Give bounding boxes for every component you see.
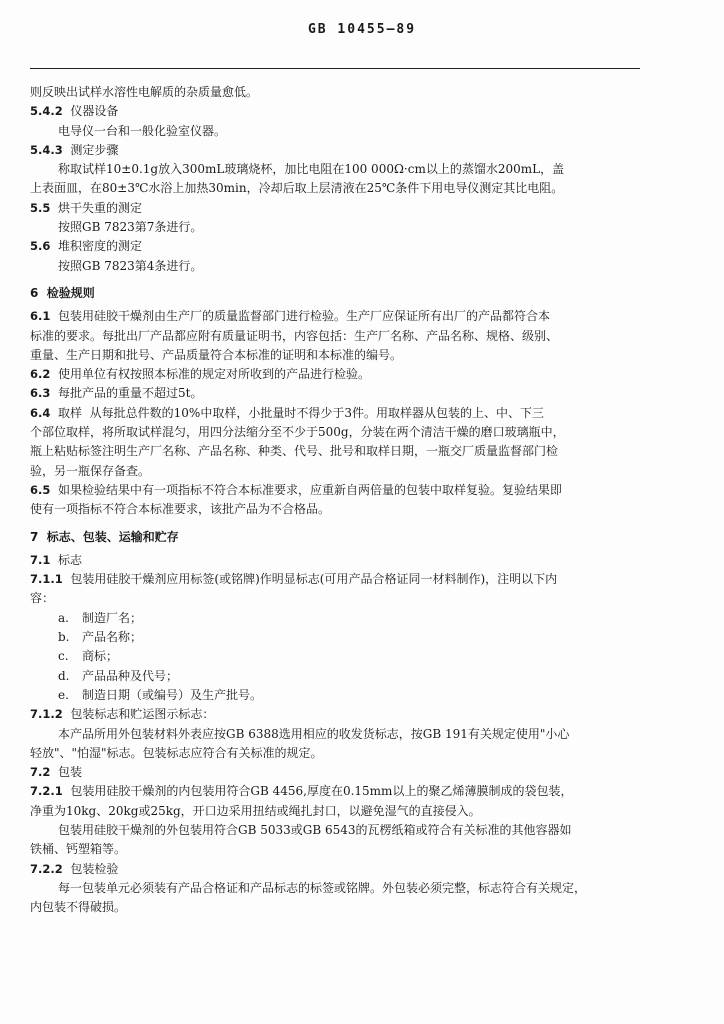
list-item-letter: e. (58, 687, 69, 702)
clause-number: 6.1 (30, 309, 51, 324)
section-number: 7 (30, 529, 39, 544)
clause-5-4-3-body-line: 上表面皿，在80±3℃水浴上加热30min，冷却后取上层清液在25℃条件下用电导仪测定其比电阻。 (30, 181, 564, 196)
clause-7-2-heading (30, 763, 642, 782)
list-item-letter: b. (58, 630, 70, 645)
list-item (30, 609, 642, 628)
clause-title: 仪器设备 (70, 104, 119, 119)
clause-7-2-1-line: 净重为10kg、20kg或25kg，开口边采用扭结或绳扎封口，以避免湿气的直接侵入。 (30, 803, 481, 818)
header-rule (30, 68, 640, 69)
clause-title: 包装标志和贮运图示标志： (70, 707, 215, 722)
section-title: 标志、包装、运输和贮存 (46, 529, 179, 544)
standard-code-header: GB 10455—89 (307, 22, 417, 37)
clause-number: 6.3 (30, 386, 51, 401)
clause-7-1-heading (30, 551, 642, 570)
spacer (30, 520, 642, 528)
clause-5-5-body: 按照GB 7823第7条进行。 (58, 220, 203, 235)
clause-number: 7.1 (30, 552, 51, 567)
clause-7-2-1-line: 包装用硅胶干燥剂的外包装用符合GB 5033或GB 6543的瓦楞纸箱或符合有关标准的其他容器如 (58, 822, 572, 837)
list-item-text: 制造日期（或编号）及生产批号。 (82, 687, 263, 702)
clause-6-1-line (30, 307, 642, 326)
clause-text: 每批产品的重量不超过5t。 (58, 386, 203, 401)
clause-6-2-line (30, 365, 642, 384)
clause-title: 包装检验 (70, 861, 119, 876)
list-item-letter: d. (58, 668, 70, 683)
section-title: 检验规则 (46, 285, 95, 300)
list-item-letter: c. (58, 649, 69, 664)
clause-5-4-2-heading (30, 102, 642, 121)
list-item-text: 制造厂名； (82, 610, 143, 625)
list-item-text: 产品品种及代号； (82, 668, 179, 683)
clause-number: 5.6 (30, 239, 51, 254)
clause-7-1-1-line: 容： (30, 591, 55, 606)
section-7-heading (30, 528, 642, 547)
list-item (30, 628, 642, 647)
list-item-letter: a. (58, 610, 69, 625)
clause-7-2-1-line (30, 782, 642, 801)
clause-6-3-line (30, 384, 642, 403)
clause-7-2-2-heading (30, 860, 642, 879)
clause-7-1-2-heading (30, 705, 642, 724)
clause-5-4-3-body-line: 称取试样10±0.1g放入300mL玻璃烧杯，加比电阻在100 000Ω·cm以上的蒸馏水200mL，盖 (58, 162, 565, 177)
clause-6-4-line: 验，另一瓶保存备查。 (30, 463, 151, 478)
clause-title: 标志 (58, 552, 83, 567)
clause-6-5-line (30, 481, 642, 500)
spacer (30, 276, 642, 284)
clause-7-2-2-line: 内包装不得破损。 (30, 900, 127, 915)
list-item (30, 667, 642, 686)
clause-6-4-line: 瓶上粘贴标签注明生产厂名称、产品名称、种类、代号、批号和取样日期，一瓶交厂质量监督部门检 (30, 444, 559, 459)
clause-5-4-2-body: 电导仪一台和一般化验室仪器。 (58, 123, 227, 138)
list-item (30, 686, 642, 705)
clause-7-2-1-line: 铁桶、钙塑箱等。 (30, 842, 127, 857)
clause-number: 5.4.2 (30, 104, 63, 119)
clause-text: 包装用硅胶干燥剂应用标签(或铭牌)作明显标志(可用产品合格证同一材料制作)，注明以下内 (70, 572, 558, 587)
clause-number: 6.4 (30, 405, 51, 420)
section-number: 6 (30, 285, 39, 300)
clause-5-4-3-heading (30, 141, 642, 160)
list-item-text: 商标； (82, 649, 119, 664)
clause-5-6-heading (30, 237, 642, 256)
section-6-heading (30, 284, 642, 303)
clause-title: 烘干失重的测定 (58, 200, 143, 215)
list-item-text: 产品名称； (82, 630, 143, 645)
clause-text: 包装用硅胶干燥剂的内包装用符合GB 4456,厚度在0.15mm以上的聚乙烯薄膜制成的袋包装， (70, 784, 573, 799)
clause-number: 7.1.2 (30, 707, 63, 722)
clause-number: 7.1.1 (30, 572, 63, 587)
clause-6-4-line (30, 404, 642, 423)
paragraph-continuation: 则反映出试样水溶性电解质的杂质量愈低。 (30, 85, 259, 99)
clause-6-1-line: 重量、生产日期和批号、产品质量符合本标准的证明和本标准的编号。 (30, 347, 403, 362)
clause-title: 堆积密度的测定 (58, 239, 143, 254)
clause-5-6-body: 按照GB 7823第4条进行。 (58, 258, 203, 273)
clause-6-4-line: 个部位取样，将所取试样混匀，用四分法缩分至不少于500g，分装在两个清洁干燥的磨口玻璃瓶中， (30, 425, 565, 440)
clause-title: 测定步骤 (70, 142, 119, 157)
clause-6-5-line: 使有一项指标不符合本标准要求，该批产品为不合格品。 (30, 502, 331, 517)
clause-6-1-line: 标准的要求。每批出厂产品都应附有质量证明书，内容包括：生产厂名称、产品名称、规格、级别、 (30, 328, 559, 343)
clause-7-2-2-line: 每一包装单元必须装有产品合格证和产品标志的标签或铭牌。外包装必须完整，标志符合有关规定， (58, 880, 587, 895)
clause-number: 6.2 (30, 367, 51, 382)
list-item (30, 647, 642, 666)
clause-7-1-1-line (30, 570, 642, 589)
clause-number: 7.2.2 (30, 861, 63, 876)
clause-number: 7.2 (30, 765, 51, 780)
clause-number: 5.4.3 (30, 142, 63, 157)
clause-text: 包装用硅胶干燥剂由生产厂的质量监督部门进行检验。生产厂应保证所有出厂的产品都符合本 (58, 309, 551, 324)
clause-title: 包装 (58, 765, 83, 780)
document-body (30, 83, 642, 917)
clause-number: 7.2.1 (30, 784, 63, 799)
clause-text: 如果检验结果中有一项指标不符合本标准要求，应重新自两倍量的包装中取样复验。复验结果即 (58, 482, 563, 497)
clause-text: 使用单位有权按照本标准的规定对所收到的产品进行检验。 (58, 367, 371, 382)
clause-number: 6.5 (30, 482, 51, 497)
clause-5-5-heading (30, 199, 642, 218)
clause-text: 取样 从每批总件数的10%中取样，小批量时不得少于3件。用取样器从包装的上、中、下三 (58, 405, 544, 420)
clause-7-1-2-line: 轻放"、"怕湿"标志。包装标志应符合有关标准的规定。 (30, 745, 323, 760)
clause-number: 5.5 (30, 200, 51, 215)
clause-7-1-2-line: 本产品所用外包装材料外表应按GB 6388选用相应的收发货标志，按GB 191有关规定使用"小心 (58, 726, 570, 741)
